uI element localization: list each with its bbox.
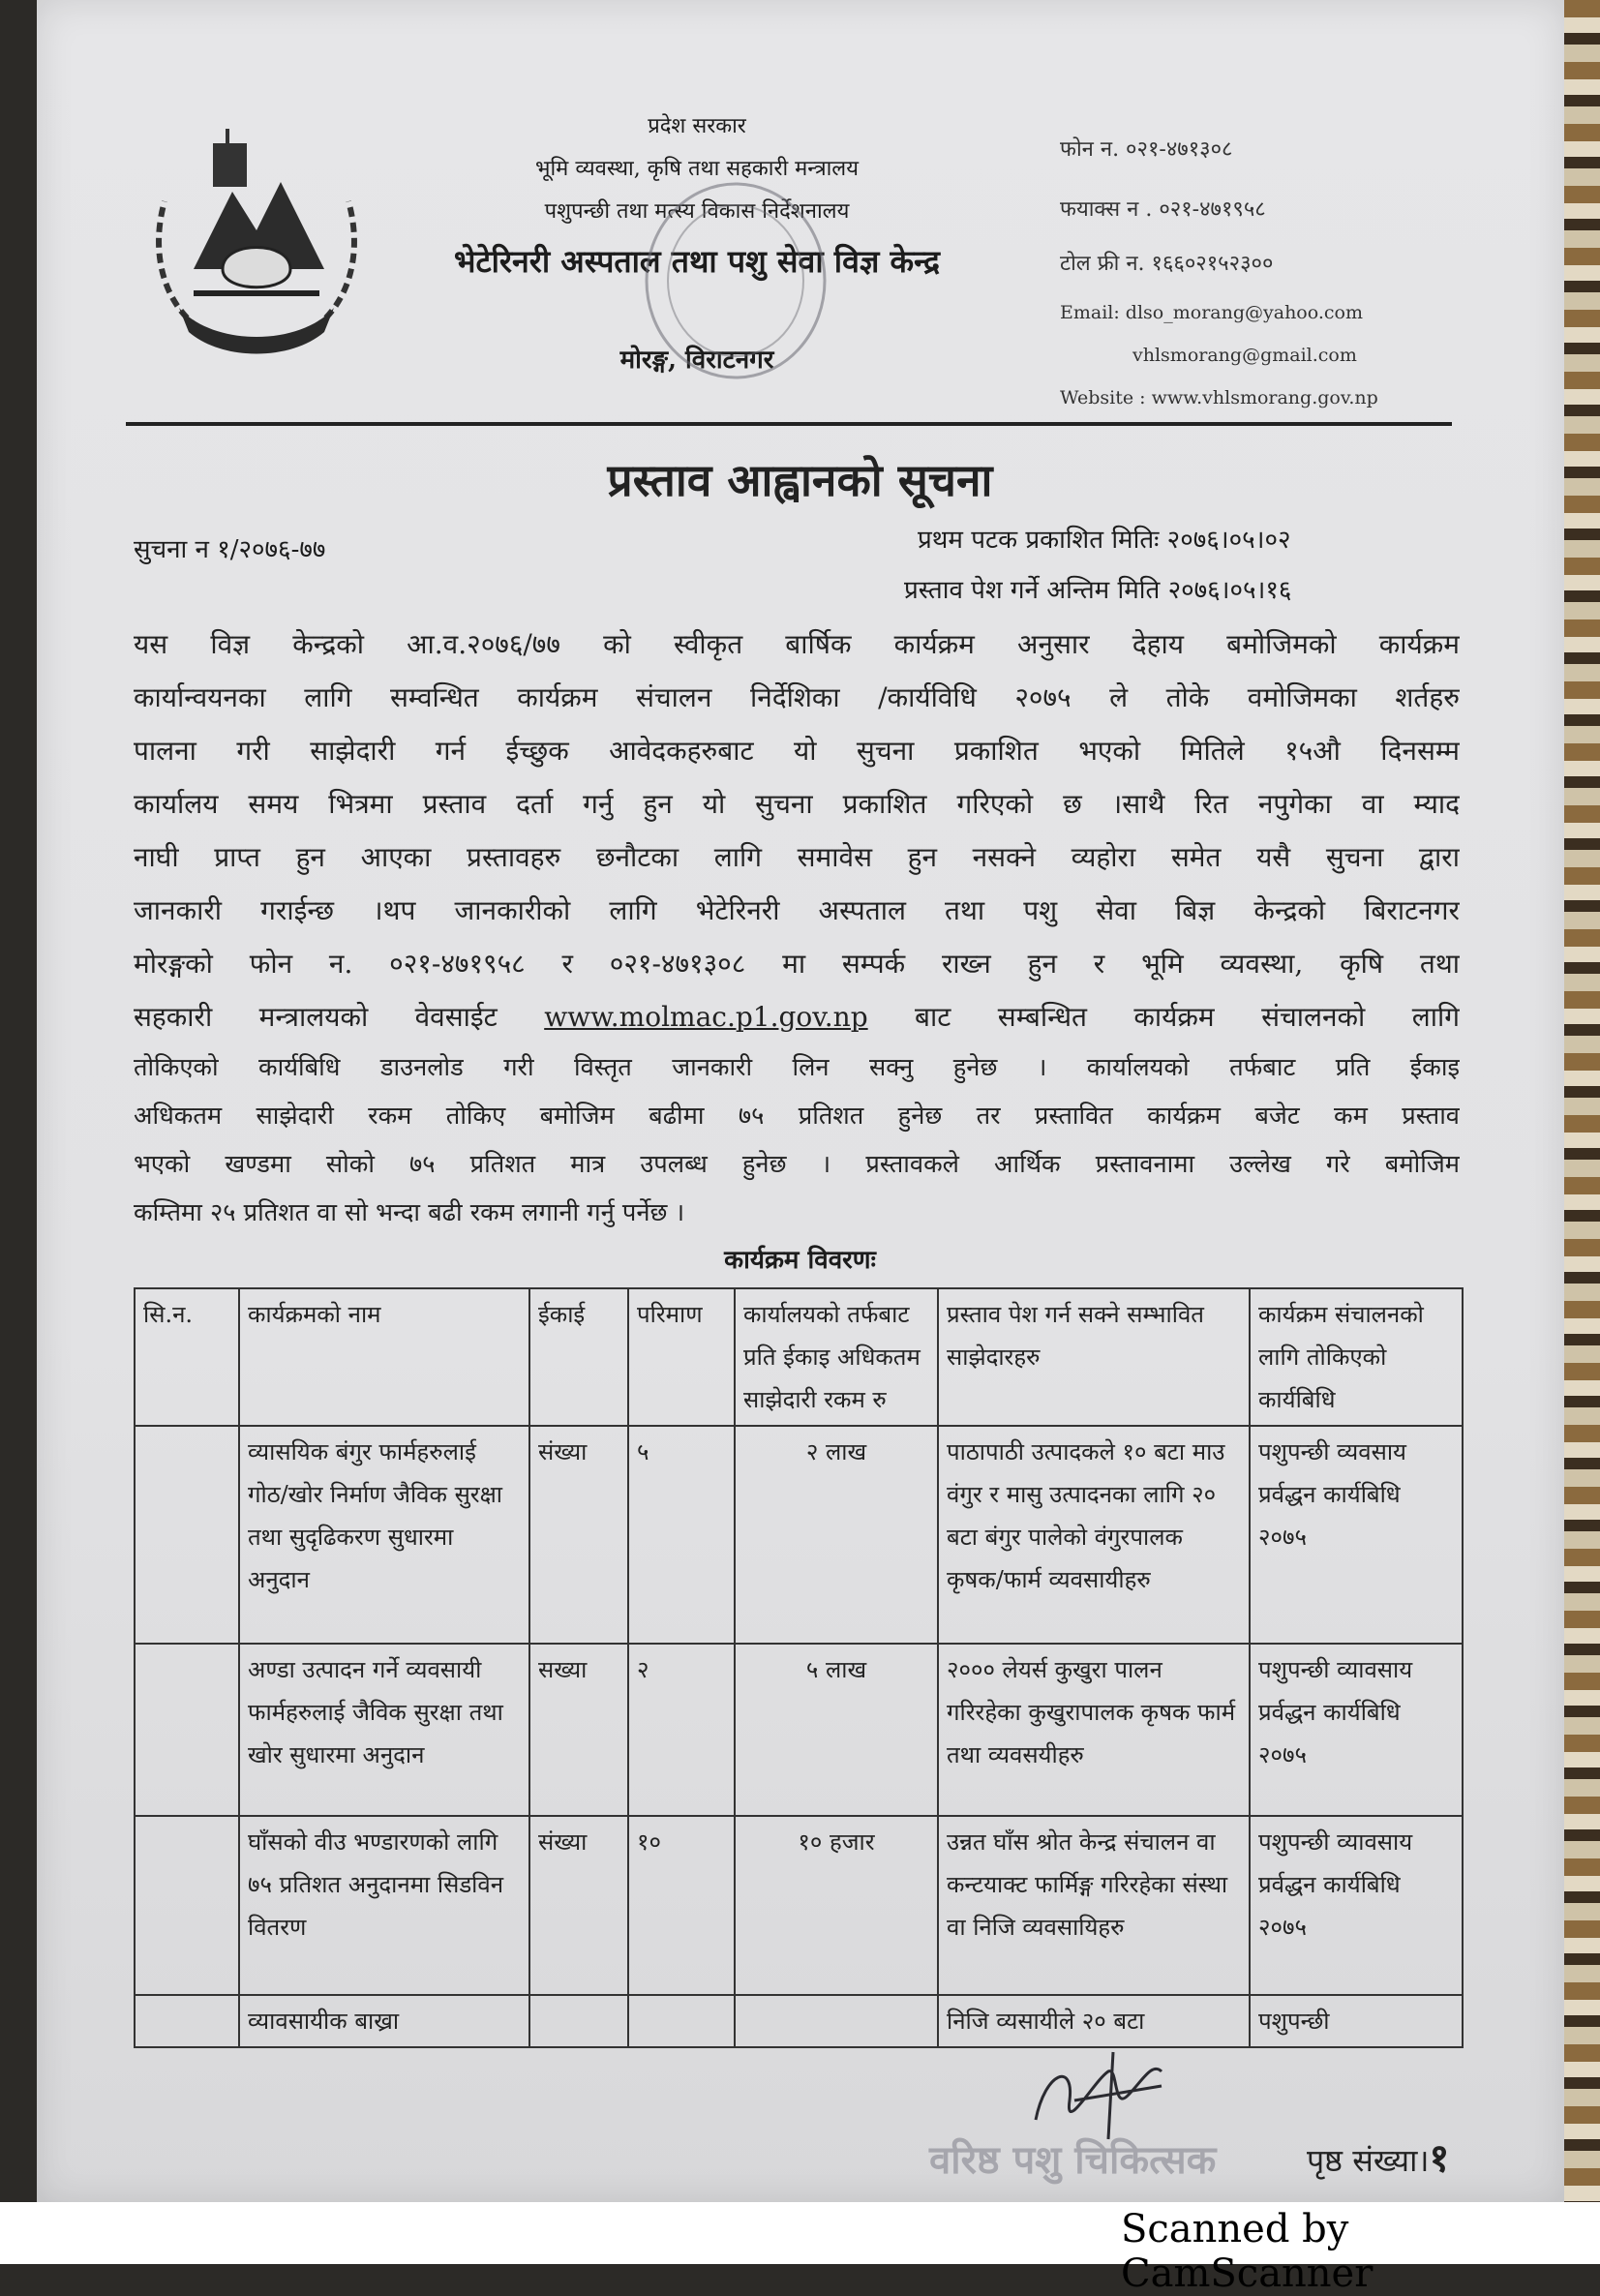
deadline-date: प्रस्ताव पेश गर्ने अन्तिम मिति २०७६।०५।१६	[904, 576, 1292, 605]
col-header-sn: सि.न.	[135, 1288, 239, 1426]
table-row	[135, 1426, 1463, 1644]
cell-quantity: ५	[628, 1426, 735, 1644]
tollfree-number: टोल फ्री न. १६६०२१५२३००	[1060, 252, 1274, 276]
cell-partners: उन्नत घाँस श्रोत केन्द्र संचालन वा कन्टयाक्ट फार्मिङ्ग गरिरहेका संस्था वा निजि व्यवसायिहरु	[938, 1816, 1250, 1995]
cell-amount: १० हजार	[735, 1816, 938, 1995]
cell-partners: पाठापाठी उत्पादकले १० बटा माउ वंगुर र मासु उत्पादनका लागि २० बटा बंगुर पालेको वंगुरपालक कृषक/फार्म व्यवसायीहरु	[938, 1426, 1250, 1644]
table-row	[135, 1816, 1463, 1995]
cell-procedure: पशुपन्छी व्यावसाय प्रर्वद्धन कार्यबिधि २०७५	[1250, 1816, 1463, 1995]
office-stamp-icon	[639, 174, 832, 387]
program-table	[134, 1287, 1464, 2048]
notice-body	[134, 618, 1460, 1237]
body-line: कार्यालय समय भित्रमा प्रस्ताव दर्ता गर्नु हुन यो सुचना प्रकाशित गरिएको छ ।साथै रित नपुगेका वा म्याद	[134, 788, 1460, 820]
ministry-label: भूमि व्यवस्था, कृषि तथा सहकारी मन्त्रालय	[535, 157, 859, 181]
cell-partners: २००० लेयर्स कुखुरा पालन गरिरहेका कुखुरापालक कृषक फार्म तथा व्यवसयीहरु	[938, 1644, 1250, 1816]
directorate-label: पशुपन्छी तथा मत्स्य विकास निर्देशनालय	[544, 199, 850, 224]
body-line-part: सहकारी मन्त्रालयको वेवसाईट	[134, 1001, 498, 1033]
scanner-watermark: Scanned by CamScanner	[1121, 2207, 1374, 2296]
cell-quantity: १०	[628, 1816, 735, 1995]
background-edge	[1558, 0, 1600, 2207]
cell-procedure: पशुपन्छी व्यवसाय प्रर्वद्धन कार्यबिधि २०७५	[1250, 1426, 1463, 1644]
body-line: पालना गरी साझेदारी गर्न ईच्छुक आवेदकहरुबाट यो सुचना प्रकाशित भएको मितिले १५औ दिनसम्म	[134, 735, 1460, 767]
body-line: जानकारी गराईन्छ ।थप जानकारीको लागि भेटेरिनरी अस्पताल तथा पशु सेवा बिज्ञ केन्द्रको बिराटनगर	[134, 894, 1460, 926]
govt-label: प्रदेश सरकार	[648, 114, 746, 138]
page-number-label: पृष्ठ संख्या।	[1307, 2142, 1430, 2179]
body-line: कम्तिमा २५ प्रतिशत वा सो भन्दा बढी रकम लगानी गर्नु पर्नेछ ।	[134, 1198, 685, 1227]
cell-amount: ५ लाख	[735, 1644, 938, 1816]
cell-procedure: पशुपन्छी व्यावसाय प्रर्वद्धन कार्यबिधि २०७५	[1250, 1644, 1463, 1816]
published-date: प्रथम पटक प्रकाशित मितिः २०७६।०५।०२	[918, 526, 1291, 555]
cell-sn	[135, 1816, 239, 1995]
cell-amount	[735, 1995, 938, 2047]
cell-unit: संख्या	[529, 1426, 628, 1644]
cell-sn	[135, 1644, 239, 1816]
col-header-unit: ईकाई	[529, 1288, 628, 1426]
nepal-emblem-icon	[136, 124, 377, 366]
col-header-program: कार्यक्रमको नाम	[239, 1288, 529, 1426]
body-line: भएको खण्डमा सोको ७५ प्रतिशत मात्र उपलब्ध हुनेछ । प्रस्तावकले आर्थिक प्रस्तावनामा उल्लेख गरे बमोजिम	[134, 1150, 1460, 1179]
cell-procedure: पशुपन्छी	[1250, 1995, 1463, 2047]
page-number	[1307, 2130, 1449, 2183]
cell-amount: २ लाख	[735, 1426, 938, 1644]
cell-program: व्यासयिक बंगुर फार्महरुलाई गोठ/खोर निर्माण जैविक सुरक्षा तथा सुदृढिकरण सुधारमा अनुदान	[239, 1426, 529, 1644]
body-line	[134, 990, 1460, 1043]
website-label: Website : www.vhlsmorang.gov.np	[1060, 387, 1378, 408]
cell-partners: निजि व्यसायीले २० बटा	[938, 1995, 1250, 2047]
cell-sn	[135, 1995, 239, 2047]
table-header-row	[135, 1288, 1463, 1426]
ministry-website-link[interactable]: www.molmac.p1.gov.np	[544, 1001, 868, 1033]
col-header-procedure: कार्यक्रम संचालनको लागि तोकिएको कार्यबिधि	[1250, 1288, 1463, 1426]
phone-number: फोन न. ०२१-४७१३०८	[1060, 137, 1233, 162]
body-line: कार्यान्वयनका लागि सम्वन्धित कार्यक्रम संचालन निर्देशिका /कार्यविधि २०७५ ले तोके वमोजिमका शर्तहरु	[134, 681, 1460, 713]
email-secondary: vhlsmorang@gmail.com	[1132, 345, 1357, 366]
cell-sn	[135, 1426, 239, 1644]
table-row	[135, 1644, 1463, 1816]
body-line: यस विज्ञ केन्द्रको आ.व.२०७६/७७ को स्वीकृत बार्षिक कार्यक्रम अनुसार देहाय बमोजिमको कार्यक्रम	[134, 628, 1460, 660]
office-location: मोरङ्ग, विराटनगर	[619, 346, 774, 375]
table-caption: कार्यक्रम विवरणः	[724, 1246, 876, 1275]
notice-title: प्रस्ताव आह्वानको सूचना	[607, 454, 993, 506]
table-row	[135, 1995, 1463, 2047]
cell-unit: संख्या	[529, 1816, 628, 1995]
contact-block	[1060, 134, 1378, 431]
notice-number: सुचना न १/२०७६-७७	[134, 535, 326, 564]
email-primary: Email: dlso_morang@yahoo.com	[1060, 302, 1363, 323]
office-name: भेटेरिनरी अस्पताल तथा पशु सेवा विज्ञ केन्द्र	[454, 243, 940, 280]
cell-quantity: २	[628, 1644, 735, 1816]
cell-unit	[529, 1995, 628, 2047]
signatory-stamp: वरिष्ठ पशु चिकित्सक	[929, 2137, 1217, 2183]
cell-program: अण्डा उत्पादन गर्ने व्यवसायी फार्महरुलाई जैविक सुरक्षा तथा खोर सुधारमा अनुदान	[239, 1644, 529, 1816]
body-line: तोकिएको कार्यबिधि डाउनलोड गरी विस्तृत जानकारी लिन सक्नु हुनेछ । कार्यालयको तर्फबाट प्रति ईकाइ	[134, 1053, 1460, 1082]
body-line: मोरङ्गको फोन न. ०२१-४७१९५८ र ०२१-४७१३०८ मा सम्पर्क राख्न हुन र भूमि व्यवस्था, कृषि तथा	[134, 948, 1460, 980]
header-divider	[126, 422, 1452, 426]
col-header-amount: कार्यालयको तर्फबाट प्रति ईकाइ अधिकतम साझेदारी रकम रु	[735, 1288, 938, 1426]
cell-program: व्यावसायीक बाख्रा	[239, 1995, 529, 2047]
body-line-part: बाट सम्बन्धित कार्यक्रम संचालनको लागि	[915, 1001, 1460, 1033]
cell-unit: सख्या	[529, 1644, 628, 1816]
page-number-value: १	[1429, 2135, 1450, 2181]
col-header-partners: प्रस्ताव पेश गर्न सक्ने सम्भावित साझेदारहरु	[938, 1288, 1250, 1426]
body-line: अधिकतम साझेदारी रकम तोकिए बमोजिम बढीमा ७५ प्रतिशत हुनेछ तर प्रस्तावित कार्यक्रम बजेट कम प्रस्ताव	[134, 1102, 1460, 1131]
col-header-quantity: परिमाण	[628, 1288, 735, 1426]
cell-program: घाँसको वीउ भण्डारणको लागि ७५ प्रतिशत अनुदानमा सिडविन वितरण	[239, 1816, 529, 1995]
fax-number: फयाक्स न . ०२१-४७१९५८	[1060, 197, 1266, 222]
body-line: नाघी प्राप्त हुन आएका प्रस्तावहरु छनौटका लागि समावेस हुन नसक्ने व्यहोरा समेत यसै सुचना द्वारा	[134, 841, 1460, 873]
cell-quantity	[628, 1995, 735, 2047]
